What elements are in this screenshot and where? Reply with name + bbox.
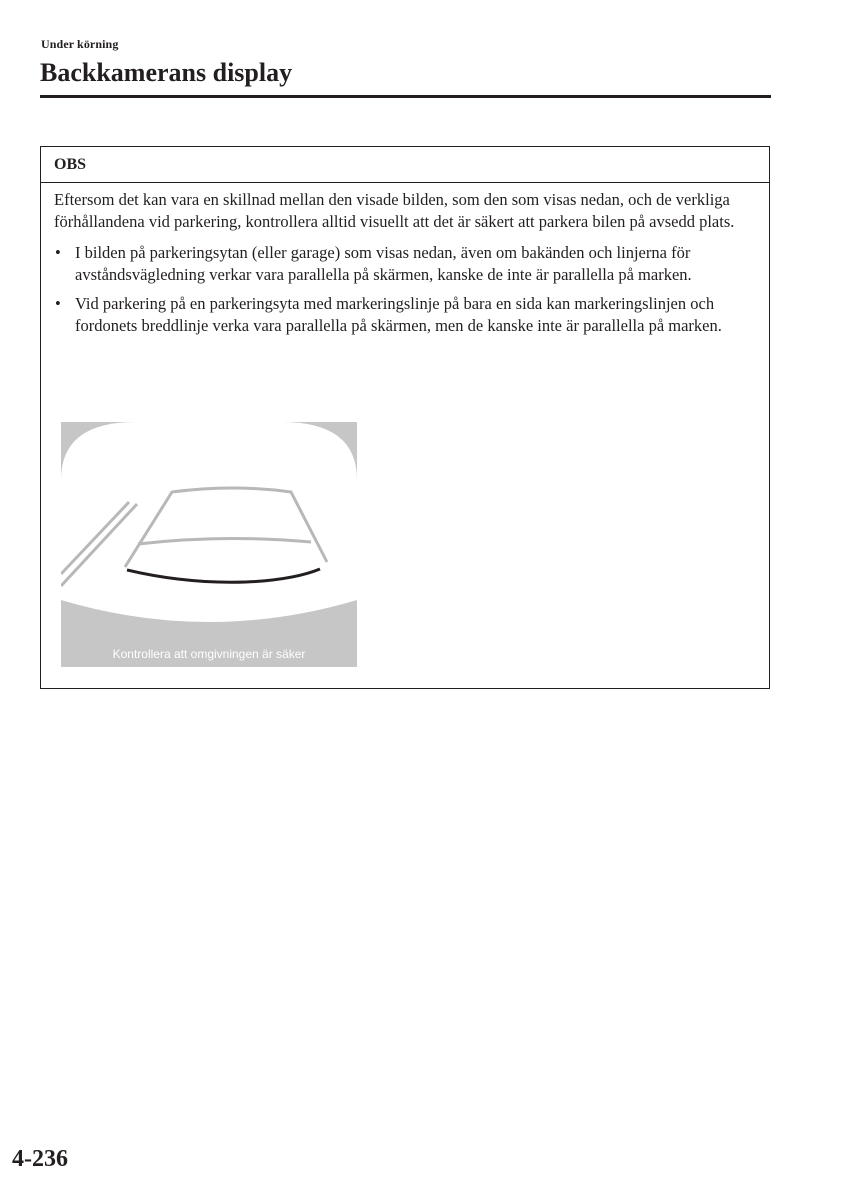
note-body [41, 183, 769, 337]
bullet-item [54, 242, 755, 286]
bullet-dot: • [55, 294, 61, 313]
page-title: Backkamerans display [40, 58, 293, 87]
bullet-text: I bilden på parkeringsytan (eller garage) som visas nedan, även om bakänden och linjerna för avståndsvägledning verkar vara parallella på skärmen, kanske de inte är parallella på marken. [75, 243, 692, 284]
rear-camera-illustration [61, 422, 357, 667]
section-label: Under körning [41, 37, 119, 51]
camera-screen-area [61, 422, 357, 622]
note-intro: Eftersom det kan vara en skillnad mellan den visade bilden, som den som visas nedan, och de verkliga förhållandena vid parkering, kontrollera alltid visuellt att det är säkert att parkera bilen på avsedd plats. [54, 190, 735, 231]
bullet-item [54, 293, 755, 337]
title-rule [40, 95, 771, 98]
bullet-text: Vid parkering på en parkeringsyta med markeringslinje på bara en sida kan markeringslinjen och fordonets breddlinje verka vara parallella på skärmen, men de kanske inte är parallella på marken. [75, 294, 722, 335]
note-heading: OBS [41, 147, 769, 183]
rear-camera-figure [61, 422, 357, 667]
bullet-list [54, 242, 755, 337]
page-number: 4-236 [12, 1146, 68, 1172]
bullet-dot: • [55, 243, 61, 262]
camera-caption: Kontrollera att omgivningen är säker [112, 647, 306, 661]
